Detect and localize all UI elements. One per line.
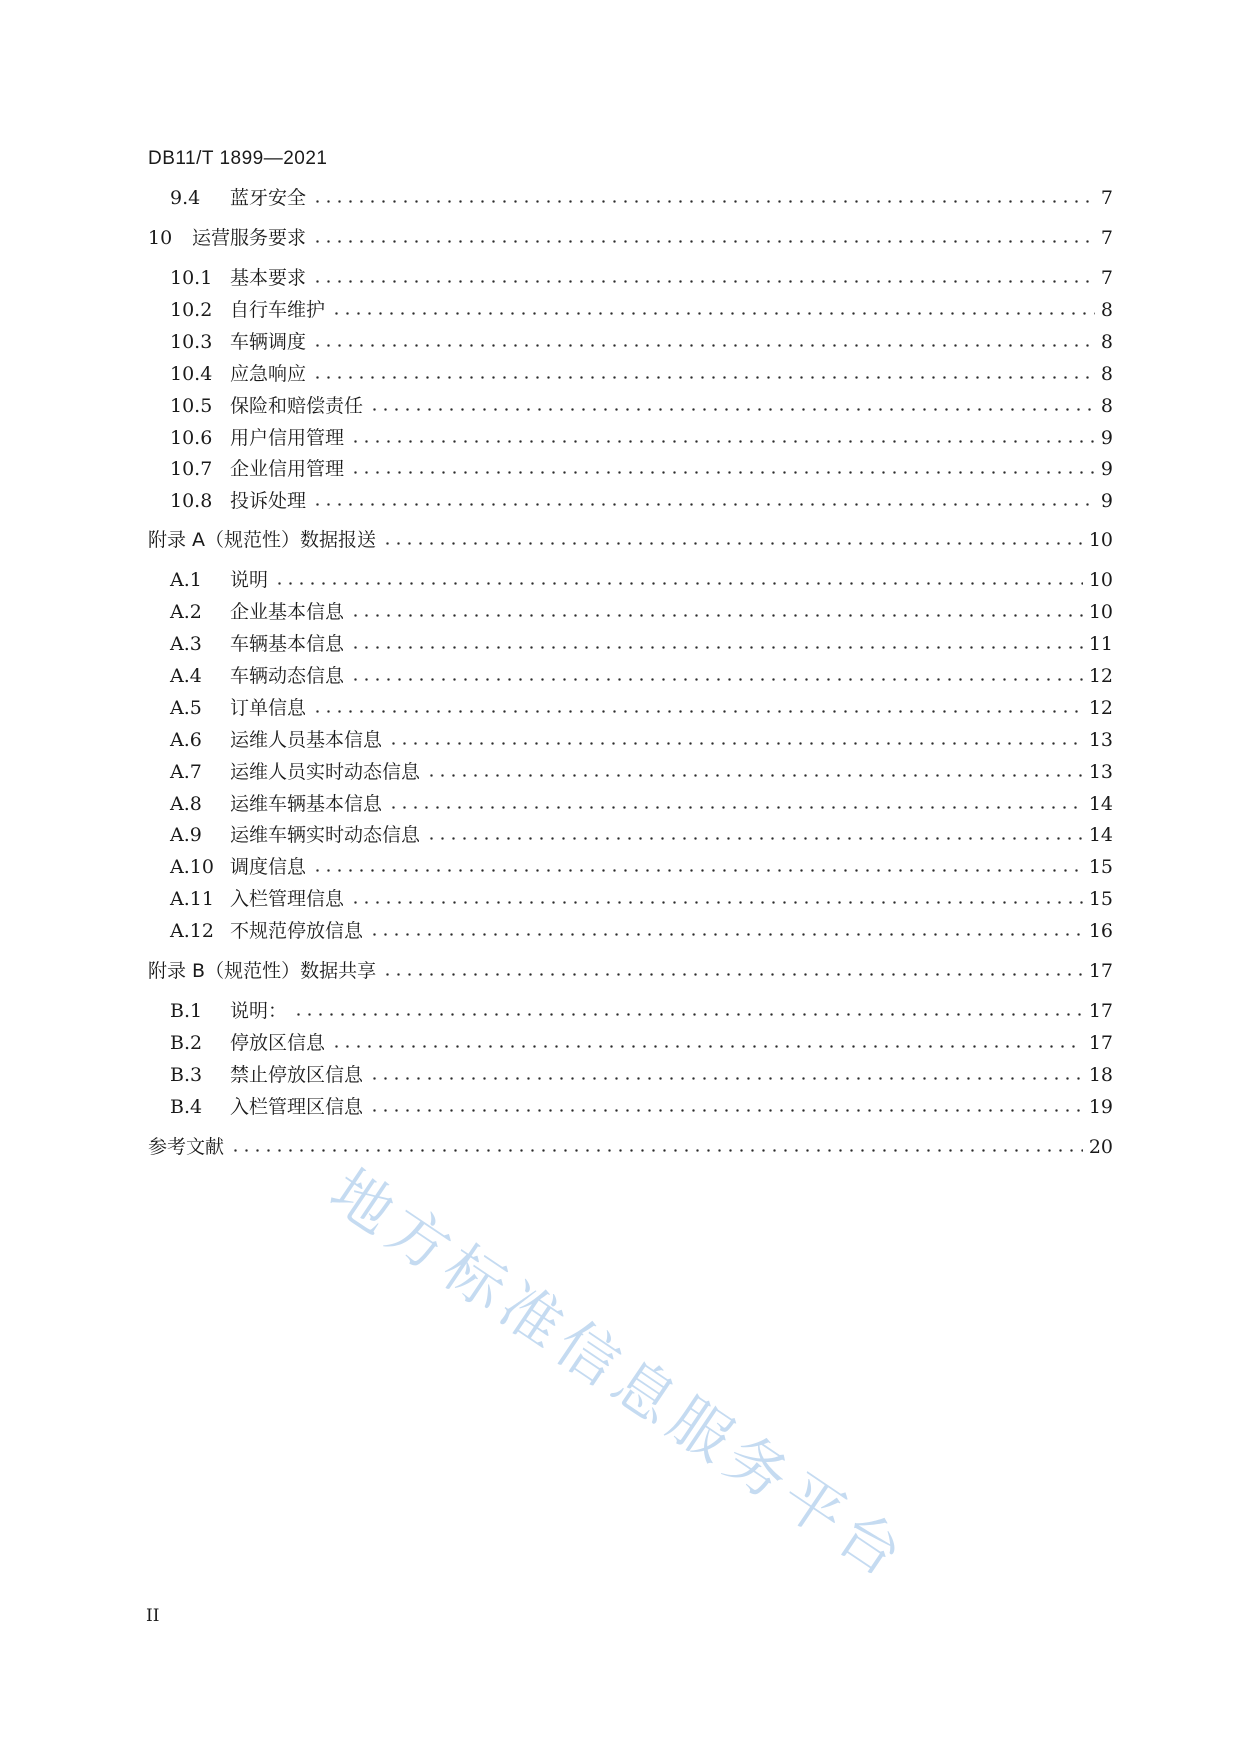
toc-entry-number: B.3: [170, 1064, 203, 1086]
toc-entry-page: 8: [1100, 299, 1113, 321]
toc-entry-number: 10.1: [170, 267, 213, 289]
toc-entry-title: 停放区信息: [230, 1032, 326, 1054]
toc-leader-dots: [312, 501, 1095, 508]
toc-entry-title: 附录 A（规范性）数据报送: [148, 529, 377, 551]
toc-entry-title: 自行车维护: [230, 299, 326, 321]
toc-leader-dots: [388, 740, 1083, 747]
toc-entry-title: 说明: [230, 569, 269, 591]
toc-entry-page: 18: [1088, 1064, 1113, 1086]
toc-leader-dots: [274, 580, 1083, 587]
toc-leader-dots: [350, 438, 1095, 445]
toc-entry[interactable]: [170, 489, 1113, 513]
toc-entry-page: 14: [1088, 793, 1113, 815]
toc-entry-title: 企业信用管理: [230, 458, 345, 480]
toc-entry[interactable]: [170, 457, 1113, 481]
toc-entry-page: 8: [1100, 363, 1113, 385]
toc-entry-title: 车辆动态信息: [230, 665, 345, 687]
toc-entry-page: 12: [1088, 665, 1113, 687]
toc-entry[interactable]: [148, 1135, 1113, 1159]
toc-leader-dots: [312, 238, 1095, 245]
toc-entry-title: 运维人员实时动态信息: [230, 761, 421, 783]
toc-entry-title: 投诉处理: [230, 490, 307, 512]
toc-entry-title: 入栏管理信息: [230, 888, 345, 910]
toc-entry[interactable]: [170, 266, 1113, 290]
toc-entry[interactable]: [170, 330, 1113, 354]
toc-entry-page: 10: [1088, 601, 1113, 623]
toc-entry-title: 车辆调度: [230, 331, 307, 353]
footer-page-number: II: [146, 1606, 160, 1626]
toc-entry-number: 10.4: [170, 363, 213, 385]
toc-entry-number: B.2: [170, 1032, 203, 1054]
toc-entry-number: 10.8: [170, 490, 213, 512]
toc-entry-number: 10: [148, 227, 173, 249]
toc-entry-number: A.9: [170, 824, 202, 846]
toc-entry[interactable]: [170, 792, 1113, 816]
toc-entry-page: 17: [1088, 1000, 1113, 1022]
toc-entry-title: 附录 B（规范性）数据共享: [148, 960, 377, 982]
toc-leader-dots: [382, 540, 1083, 547]
toc-leader-dots: [312, 867, 1083, 874]
toc-leader-dots: [350, 612, 1083, 619]
toc-leader-dots: [312, 374, 1095, 381]
toc-entry[interactable]: [170, 186, 1113, 210]
toc-entry[interactable]: [170, 362, 1113, 386]
toc-entry-title: 运营服务要求: [192, 227, 307, 249]
toc-entry-page: 14: [1088, 824, 1113, 846]
toc-leader-dots: [369, 1107, 1083, 1114]
toc-entry[interactable]: [148, 226, 1113, 250]
toc-entry[interactable]: [170, 568, 1113, 592]
toc-entry-title: 不规范停放信息: [230, 920, 364, 942]
toc-entry-title: 企业基本信息: [230, 601, 345, 623]
toc-entry-page: 12: [1088, 697, 1113, 719]
toc-entry-page: 19: [1088, 1096, 1113, 1118]
toc-entry-title: 用户信用管理: [230, 427, 345, 449]
toc-entry-title: 蓝牙安全: [230, 187, 307, 209]
toc-leader-dots: [331, 1043, 1083, 1050]
toc-leader-dots: [426, 835, 1083, 842]
toc-entry[interactable]: [170, 1031, 1113, 1055]
toc-leader-dots: [331, 310, 1095, 317]
toc-entry-title: 入栏管理区信息: [230, 1096, 364, 1118]
toc-entry[interactable]: [170, 394, 1113, 418]
toc-entry[interactable]: [148, 528, 1113, 552]
toc-entry-title: 禁止停放区信息: [230, 1064, 364, 1086]
toc-entry-number: 10.2: [170, 299, 213, 321]
toc-entry[interactable]: [170, 600, 1113, 624]
toc-entry-page: 10: [1088, 569, 1113, 591]
toc-entry-number: A.11: [170, 888, 214, 910]
toc-entry[interactable]: [170, 887, 1113, 911]
toc-entry[interactable]: [148, 959, 1113, 983]
toc-entry-number: B.1: [170, 1000, 203, 1022]
toc-leader-dots: [230, 1147, 1083, 1154]
toc-entry[interactable]: [170, 664, 1113, 688]
document-code-header: DB11/T 1899—2021: [148, 148, 328, 169]
toc-entry-title: 订单信息: [230, 697, 307, 719]
toc-entry-number: A.6: [170, 729, 202, 751]
toc-entry-title: 基本要求: [230, 267, 307, 289]
toc-entry-number: A.8: [170, 793, 202, 815]
toc-entry-number: A.2: [170, 601, 202, 623]
toc-entry-title: 运维人员基本信息: [230, 729, 383, 751]
toc-entry-title: 应急响应: [230, 363, 307, 385]
toc-entry[interactable]: [170, 855, 1113, 879]
toc-entry-title: 参考文献: [148, 1136, 225, 1158]
toc-entry[interactable]: [170, 696, 1113, 720]
toc-entry[interactable]: [170, 1095, 1113, 1119]
toc-entry-page: 8: [1100, 395, 1113, 417]
toc-entry-number: A.4: [170, 665, 202, 687]
toc-leader-dots: [350, 899, 1083, 906]
toc-entry-number: A.3: [170, 633, 202, 655]
toc-entry-page: 7: [1100, 267, 1113, 289]
toc-entry-page: 9: [1100, 458, 1113, 480]
toc-entry-title: 说明：: [230, 1000, 288, 1022]
toc-entry-page: 17: [1088, 1032, 1113, 1054]
toc-entry-page: 9: [1100, 427, 1113, 449]
toc-entry-number: 9.4: [170, 187, 201, 209]
toc-entry-number: A.7: [170, 761, 202, 783]
toc-entry-page: 17: [1088, 960, 1113, 982]
toc-entry[interactable]: [170, 728, 1113, 752]
toc-entry[interactable]: [170, 999, 1113, 1023]
toc-entry-page: 15: [1088, 888, 1113, 910]
toc-entry-title: 保险和赔偿责任: [230, 395, 364, 417]
toc-entry-title: 车辆基本信息: [230, 633, 345, 655]
toc-entry-title: 调度信息: [230, 856, 307, 878]
toc-entry-page: 8: [1100, 331, 1113, 353]
toc-entry[interactable]: [170, 632, 1113, 656]
toc-entry-page: 7: [1100, 227, 1113, 249]
toc-entry-page: 9: [1100, 490, 1113, 512]
toc-entry-page: 10: [1088, 529, 1113, 551]
toc-entry-page: 13: [1088, 729, 1113, 751]
toc-entry-number: 10.6: [170, 427, 213, 449]
toc-leader-dots: [350, 469, 1095, 476]
toc-entry-number: A.12: [170, 920, 214, 942]
toc-entry-page: 11: [1088, 633, 1113, 655]
toc-entry-title: 运维车辆实时动态信息: [230, 824, 421, 846]
toc-leader-dots: [312, 708, 1083, 715]
toc-leader-dots: [426, 772, 1083, 779]
toc-leader-dots: [312, 278, 1095, 285]
toc-leader-dots: [369, 931, 1083, 938]
toc-entry-number: A.10: [170, 856, 214, 878]
toc-entry-number: A.5: [170, 697, 202, 719]
toc-entry-title: 运维车辆基本信息: [230, 793, 383, 815]
toc-leader-dots: [382, 971, 1083, 978]
toc-entry-page: 13: [1088, 761, 1113, 783]
toc-leader-dots: [350, 676, 1083, 683]
toc-entry[interactable]: [170, 760, 1113, 784]
toc-entry[interactable]: [170, 426, 1113, 450]
toc-entry[interactable]: [170, 823, 1113, 847]
toc-entry-page: 7: [1100, 187, 1113, 209]
toc-entry-page: 15: [1088, 856, 1113, 878]
toc-leader-dots: [293, 1011, 1083, 1018]
toc-entry-number: 10.7: [170, 458, 213, 480]
toc-entry-number: B.4: [170, 1096, 203, 1118]
toc-entry[interactable]: [170, 919, 1113, 943]
toc-entry-number: 10.5: [170, 395, 213, 417]
toc-leader-dots: [312, 198, 1095, 205]
toc-leader-dots: [369, 406, 1095, 413]
toc-entry-page: 16: [1088, 920, 1113, 942]
toc-entry-number: A.1: [170, 569, 202, 591]
watermark-text: 地方标准信息服务平台: [317, 1156, 921, 1595]
toc-leader-dots: [350, 644, 1083, 651]
toc-entry[interactable]: [170, 298, 1113, 322]
toc-leader-dots: [388, 804, 1083, 811]
toc-leader-dots: [312, 342, 1095, 349]
toc-entry[interactable]: [170, 1063, 1113, 1087]
toc-entry-page: 20: [1088, 1136, 1113, 1158]
toc-leader-dots: [369, 1075, 1083, 1082]
toc-entry-number: 10.3: [170, 331, 213, 353]
